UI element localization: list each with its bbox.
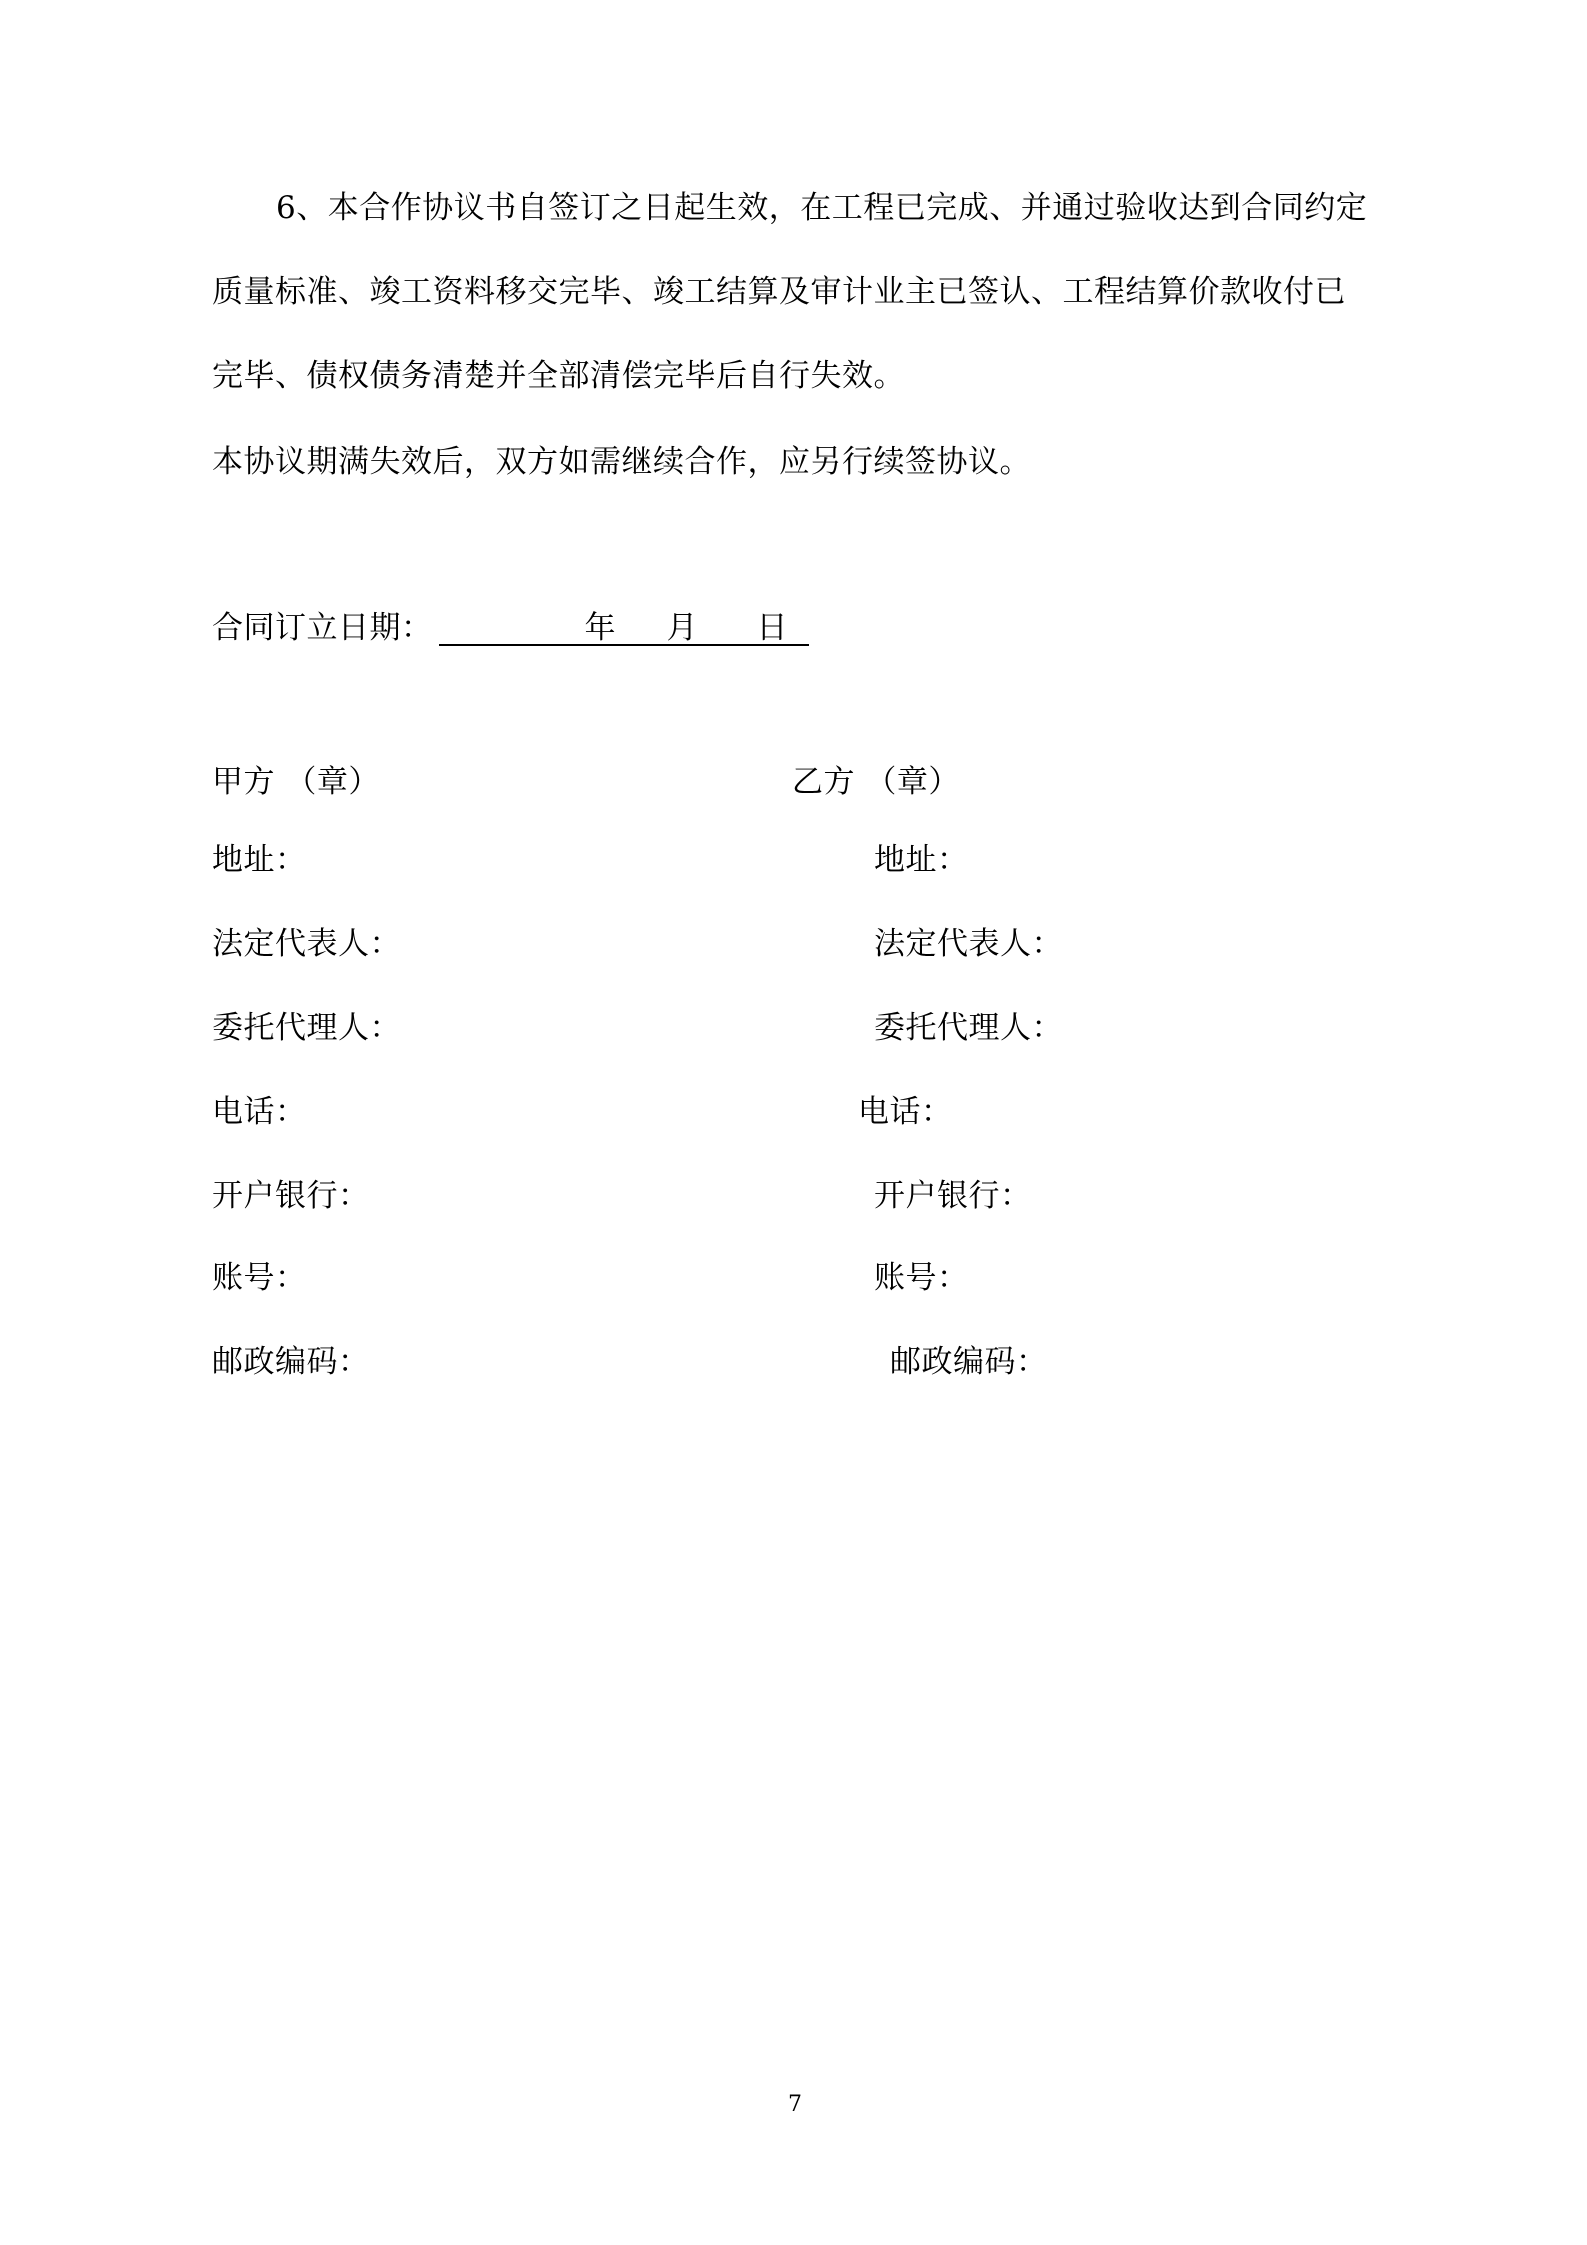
clause6-line3: 完毕、债权债务清楚并全部清偿完毕后自行失效。 [212, 358, 905, 394]
party-a-account: 账号： [212, 1260, 307, 1296]
party-b-phone: 电话： [858, 1094, 953, 1130]
party-b-address: 地址： [874, 842, 969, 878]
renewal-paragraph: 本协议期满失效后，双方如需继续合作，应另行续签协议。 [212, 444, 1031, 480]
contract-date-row [212, 608, 809, 648]
party-a-legal-rep: 法定代表人： [212, 926, 401, 962]
contract-date-label: 合同订立日期： [212, 610, 433, 646]
party-a-title: 甲方 （章） [212, 764, 380, 800]
party-a-postcode: 邮政编码： [212, 1344, 370, 1380]
party-b-legal-rep: 法定代表人： [874, 926, 1063, 962]
party-a-address: 地址： [212, 842, 307, 878]
party-b-title: 乙方 （章） [792, 764, 960, 800]
date-day-label: 日 [756, 610, 788, 646]
party-a-bank: 开户银行： [212, 1178, 370, 1214]
party-b-postcode: 邮政编码： [890, 1344, 1048, 1380]
contract-date-field [439, 608, 809, 648]
date-year-label: 年 [584, 610, 616, 646]
date-month-label: 月 [666, 610, 698, 646]
party-a-phone: 电话： [212, 1094, 307, 1130]
clause6-line1: 6、本合作协议书自签订之日起生效，在工程已完成、并通过验收达到合同约定 [276, 190, 1368, 226]
party-a-agent: 委托代理人： [212, 1010, 401, 1046]
page-number: 7 [788, 2092, 802, 2117]
party-b-account: 账号： [874, 1260, 969, 1296]
party-b-agent: 委托代理人： [874, 1010, 1063, 1046]
clause6-line2: 质量标准、竣工资料移交完毕、竣工结算及审计业主已签认、工程结算价款收付已 [212, 274, 1346, 310]
party-b-bank: 开户银行： [874, 1178, 1032, 1214]
